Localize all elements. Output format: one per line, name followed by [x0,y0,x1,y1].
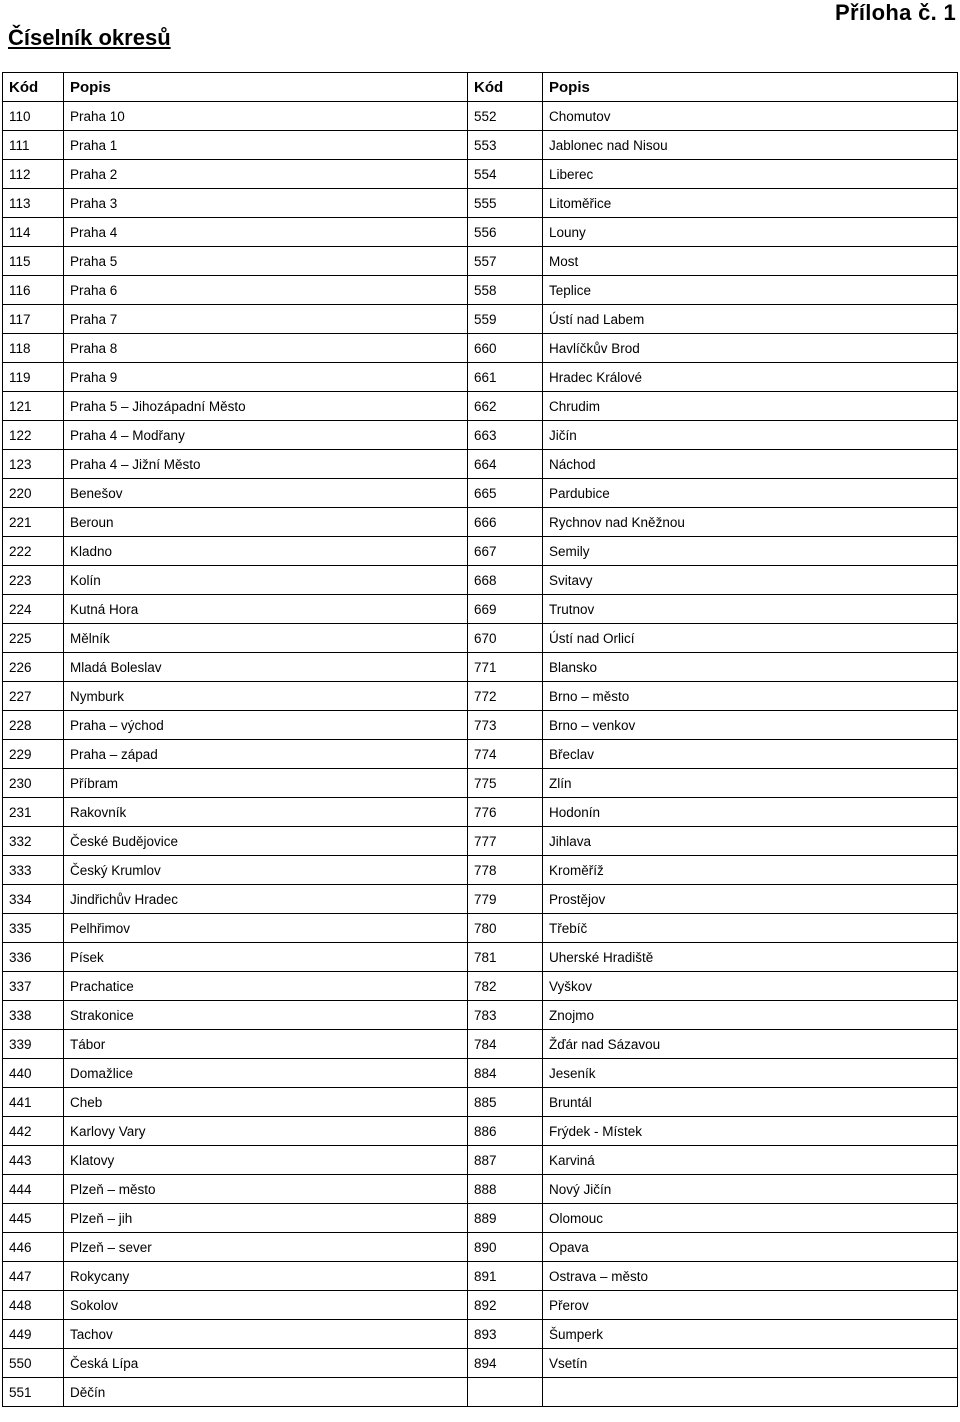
cell-code-right: 891 [468,1262,543,1291]
table-row [3,972,958,1001]
cell-code-left: 110 [3,102,64,131]
cell-description-left: Tachov [64,1320,468,1349]
table-row [3,102,958,131]
cell-description-right: Teplice [543,276,958,305]
cell-code-left: 333 [3,856,64,885]
cell-description-left: Praha 5 – Jihozápadní Město [64,392,468,421]
cell-code-right: 553 [468,131,543,160]
column-header-description-right: Popis [543,73,958,102]
cell-code-right: 778 [468,856,543,885]
table-row [3,1349,958,1378]
table-row [3,305,958,334]
table-row [3,1233,958,1262]
table-row [3,827,958,856]
table-row [3,682,958,711]
cell-description-left: Rakovník [64,798,468,827]
cell-description-left: Praha – západ [64,740,468,769]
cell-description-right: Hradec Králové [543,363,958,392]
cell-description-right: Zlín [543,769,958,798]
cell-description-left: Nymburk [64,682,468,711]
cell-description-right: Náchod [543,450,958,479]
cell-code-right: 777 [468,827,543,856]
cell-code-right [468,1378,543,1407]
table-row [3,392,958,421]
table-row [3,421,958,450]
cell-code-right: 892 [468,1291,543,1320]
cell-description-left: Kolín [64,566,468,595]
table-row [3,1001,958,1030]
cell-description-right: Jeseník [543,1059,958,1088]
cell-code-left: 224 [3,595,64,624]
cell-description-right: Ostrava – město [543,1262,958,1291]
cell-code-right: 666 [468,508,543,537]
table-row [3,711,958,740]
cell-description-right: Hodonín [543,798,958,827]
cell-description-right: Jablonec nad Nisou [543,131,958,160]
cell-code-left: 121 [3,392,64,421]
cell-description-right: Jičín [543,421,958,450]
cell-code-left: 230 [3,769,64,798]
cell-description-left: Praha 7 [64,305,468,334]
cell-code-right: 664 [468,450,543,479]
cell-code-right: 894 [468,1349,543,1378]
table-row [3,1059,958,1088]
column-header-code-right: Kód [468,73,543,102]
table-row [3,798,958,827]
cell-code-right: 888 [468,1175,543,1204]
table-body [3,102,958,1407]
table-row [3,740,958,769]
cell-description-left: Praha 1 [64,131,468,160]
cell-description-right: Vsetín [543,1349,958,1378]
cell-description-left: Praha 2 [64,160,468,189]
cell-code-right: 556 [468,218,543,247]
cell-code-left: 118 [3,334,64,363]
cell-description-right: Blansko [543,653,958,682]
cell-description-right: Litoměřice [543,189,958,218]
cell-code-left: 444 [3,1175,64,1204]
cell-description-left: Praha 10 [64,102,468,131]
table-row [3,363,958,392]
table-row [3,1088,958,1117]
cell-code-left: 443 [3,1146,64,1175]
cell-description-left: Sokolov [64,1291,468,1320]
cell-code-left: 447 [3,1262,64,1291]
cell-code-left: 113 [3,189,64,218]
cell-code-right: 665 [468,479,543,508]
table-row [3,769,958,798]
cell-code-left: 220 [3,479,64,508]
table-row [3,653,958,682]
cell-description-left: Pelhřimov [64,914,468,943]
cell-code-left: 223 [3,566,64,595]
cell-description-right: Havlíčkův Brod [543,334,958,363]
cell-description-left: Praha 6 [64,276,468,305]
cell-description-left: Mělník [64,624,468,653]
cell-code-right: 668 [468,566,543,595]
table-row [3,1204,958,1233]
cell-code-left: 226 [3,653,64,682]
cell-description-right: Kroměříž [543,856,958,885]
table-row [3,276,958,305]
cell-code-left: 339 [3,1030,64,1059]
cell-code-right: 558 [468,276,543,305]
cell-description-left: Karlovy Vary [64,1117,468,1146]
cell-description-right: Frýdek - Místek [543,1117,958,1146]
table-row [3,943,958,972]
cell-description-left: Praha 3 [64,189,468,218]
cell-code-right: 773 [468,711,543,740]
cell-description-left: Prachatice [64,972,468,1001]
cell-code-right: 663 [468,421,543,450]
cell-code-left: 551 [3,1378,64,1407]
cell-description-left: Rokycany [64,1262,468,1291]
cell-code-left: 550 [3,1349,64,1378]
cell-description-right: Třebíč [543,914,958,943]
cell-code-right: 667 [468,537,543,566]
cell-description-right: Břeclav [543,740,958,769]
cell-code-right: 669 [468,595,543,624]
cell-code-left: 448 [3,1291,64,1320]
cell-code-left: 114 [3,218,64,247]
table-row [3,1146,958,1175]
cell-description-left: Příbram [64,769,468,798]
cell-code-left: 117 [3,305,64,334]
cell-code-right: 775 [468,769,543,798]
cell-code-left: 442 [3,1117,64,1146]
column-header-description-left: Popis [64,73,468,102]
cell-code-right: 557 [468,247,543,276]
cell-code-left: 337 [3,972,64,1001]
table-row [3,1175,958,1204]
cell-code-left: 225 [3,624,64,653]
cell-code-left: 449 [3,1320,64,1349]
cell-description-left: Plzeň – město [64,1175,468,1204]
cell-code-left: 115 [3,247,64,276]
cell-description-left: Praha 4 – Modřany [64,421,468,450]
cell-description-right: Bruntál [543,1088,958,1117]
cell-description-right: Prostějov [543,885,958,914]
cell-description-right [543,1378,958,1407]
cell-code-left: 222 [3,537,64,566]
cell-code-left: 112 [3,160,64,189]
table-row [3,450,958,479]
table-row [3,856,958,885]
cell-description-right: Přerov [543,1291,958,1320]
cell-description-left: Děčín [64,1378,468,1407]
table-row [3,334,958,363]
cell-description-right: Karviná [543,1146,958,1175]
cell-description-right: Nový Jičín [543,1175,958,1204]
table-row [3,1030,958,1059]
cell-code-left: 441 [3,1088,64,1117]
appendix-label: Příloha č. 1 [835,0,956,25]
cell-code-right: 552 [468,102,543,131]
cell-description-left: Písek [64,943,468,972]
cell-code-left: 336 [3,943,64,972]
cell-code-right: 884 [468,1059,543,1088]
cell-description-right: Brno – venkov [543,711,958,740]
cell-description-left: Praha 8 [64,334,468,363]
table-row [3,247,958,276]
cell-description-right: Louny [543,218,958,247]
table-row [3,1378,958,1407]
cell-code-right: 661 [468,363,543,392]
cell-description-left: Praha 5 [64,247,468,276]
cell-description-right: Semily [543,537,958,566]
cell-code-right: 779 [468,885,543,914]
cell-code-left: 445 [3,1204,64,1233]
cell-description-left: Domažlice [64,1059,468,1088]
cell-code-left: 334 [3,885,64,914]
cell-code-left: 111 [3,131,64,160]
cell-code-left: 119 [3,363,64,392]
cell-description-left: Český Krumlov [64,856,468,885]
table-row [3,537,958,566]
cell-description-right: Žďár nad Sázavou [543,1030,958,1059]
cell-description-right: Olomouc [543,1204,958,1233]
cell-code-right: 885 [468,1088,543,1117]
cell-code-right: 889 [468,1204,543,1233]
cell-code-right: 783 [468,1001,543,1030]
cell-code-left: 332 [3,827,64,856]
table-row [3,508,958,537]
cell-description-right: Šumperk [543,1320,958,1349]
table-row [3,885,958,914]
cell-description-right: Uherské Hradiště [543,943,958,972]
cell-code-right: 660 [468,334,543,363]
cell-code-right: 887 [468,1146,543,1175]
cell-description-right: Chomutov [543,102,958,131]
table-row [3,189,958,218]
cell-description-left: Praha – východ [64,711,468,740]
cell-description-left: Plzeň – jih [64,1204,468,1233]
cell-description-right: Ústí nad Labem [543,305,958,334]
cell-description-right: Brno – město [543,682,958,711]
table-row [3,131,958,160]
cell-code-left: 228 [3,711,64,740]
table-row [3,595,958,624]
cell-description-left: Benešov [64,479,468,508]
cell-code-left: 338 [3,1001,64,1030]
cell-description-left: Plzeň – sever [64,1233,468,1262]
cell-code-left: 446 [3,1233,64,1262]
cell-code-left: 122 [3,421,64,450]
cell-code-right: 554 [468,160,543,189]
cell-description-left: Praha 9 [64,363,468,392]
cell-code-right: 670 [468,624,543,653]
cell-code-right: 771 [468,653,543,682]
cell-description-right: Pardubice [543,479,958,508]
cell-description-left: Tábor [64,1030,468,1059]
cell-description-right: Znojmo [543,1001,958,1030]
cell-description-left: Praha 4 [64,218,468,247]
cell-code-left: 335 [3,914,64,943]
cell-description-left: Mladá Boleslav [64,653,468,682]
table-row [3,160,958,189]
cell-code-left: 123 [3,450,64,479]
cell-description-left: Strakonice [64,1001,468,1030]
cell-description-right: Svitavy [543,566,958,595]
cell-code-right: 559 [468,305,543,334]
table-row [3,1117,958,1146]
cell-code-right: 782 [468,972,543,1001]
cell-description-left: Klatovy [64,1146,468,1175]
cell-description-left: Jindřichův Hradec [64,885,468,914]
cell-code-right: 781 [468,943,543,972]
table-row [3,1262,958,1291]
cell-description-left: Praha 4 – Jižní Město [64,450,468,479]
cell-code-left: 227 [3,682,64,711]
cell-description-right: Chrudim [543,392,958,421]
cell-code-right: 555 [468,189,543,218]
cell-code-right: 893 [468,1320,543,1349]
table-row [3,914,958,943]
cell-code-left: 229 [3,740,64,769]
district-code-table [2,72,958,1407]
column-header-code-left: Kód [3,73,64,102]
cell-description-left: Kladno [64,537,468,566]
cell-description-right: Rychnov nad Kněžnou [543,508,958,537]
cell-code-left: 116 [3,276,64,305]
cell-description-left: České Budějovice [64,827,468,856]
cell-code-right: 886 [468,1117,543,1146]
cell-description-left: Kutná Hora [64,595,468,624]
cell-description-left: Česká Lípa [64,1349,468,1378]
cell-description-right: Opava [543,1233,958,1262]
cell-description-right: Most [543,247,958,276]
cell-description-right: Liberec [543,160,958,189]
cell-code-right: 784 [468,1030,543,1059]
table-row [3,624,958,653]
cell-code-right: 774 [468,740,543,769]
table-row [3,1291,958,1320]
cell-code-right: 780 [468,914,543,943]
cell-code-right: 890 [468,1233,543,1262]
cell-code-left: 231 [3,798,64,827]
cell-code-right: 662 [468,392,543,421]
table-header-row [3,73,958,102]
table-row [3,218,958,247]
page-title: Číselník okresů [8,25,171,50]
cell-code-right: 772 [468,682,543,711]
cell-code-right: 776 [468,798,543,827]
cell-code-left: 221 [3,508,64,537]
cell-description-right: Trutnov [543,595,958,624]
cell-description-left: Beroun [64,508,468,537]
cell-code-left: 440 [3,1059,64,1088]
table-row [3,566,958,595]
cell-description-right: Ústí nad Orlicí [543,624,958,653]
cell-description-right: Jihlava [543,827,958,856]
table-row [3,479,958,508]
cell-description-left: Cheb [64,1088,468,1117]
cell-description-right: Vyškov [543,972,958,1001]
table-row [3,1320,958,1349]
